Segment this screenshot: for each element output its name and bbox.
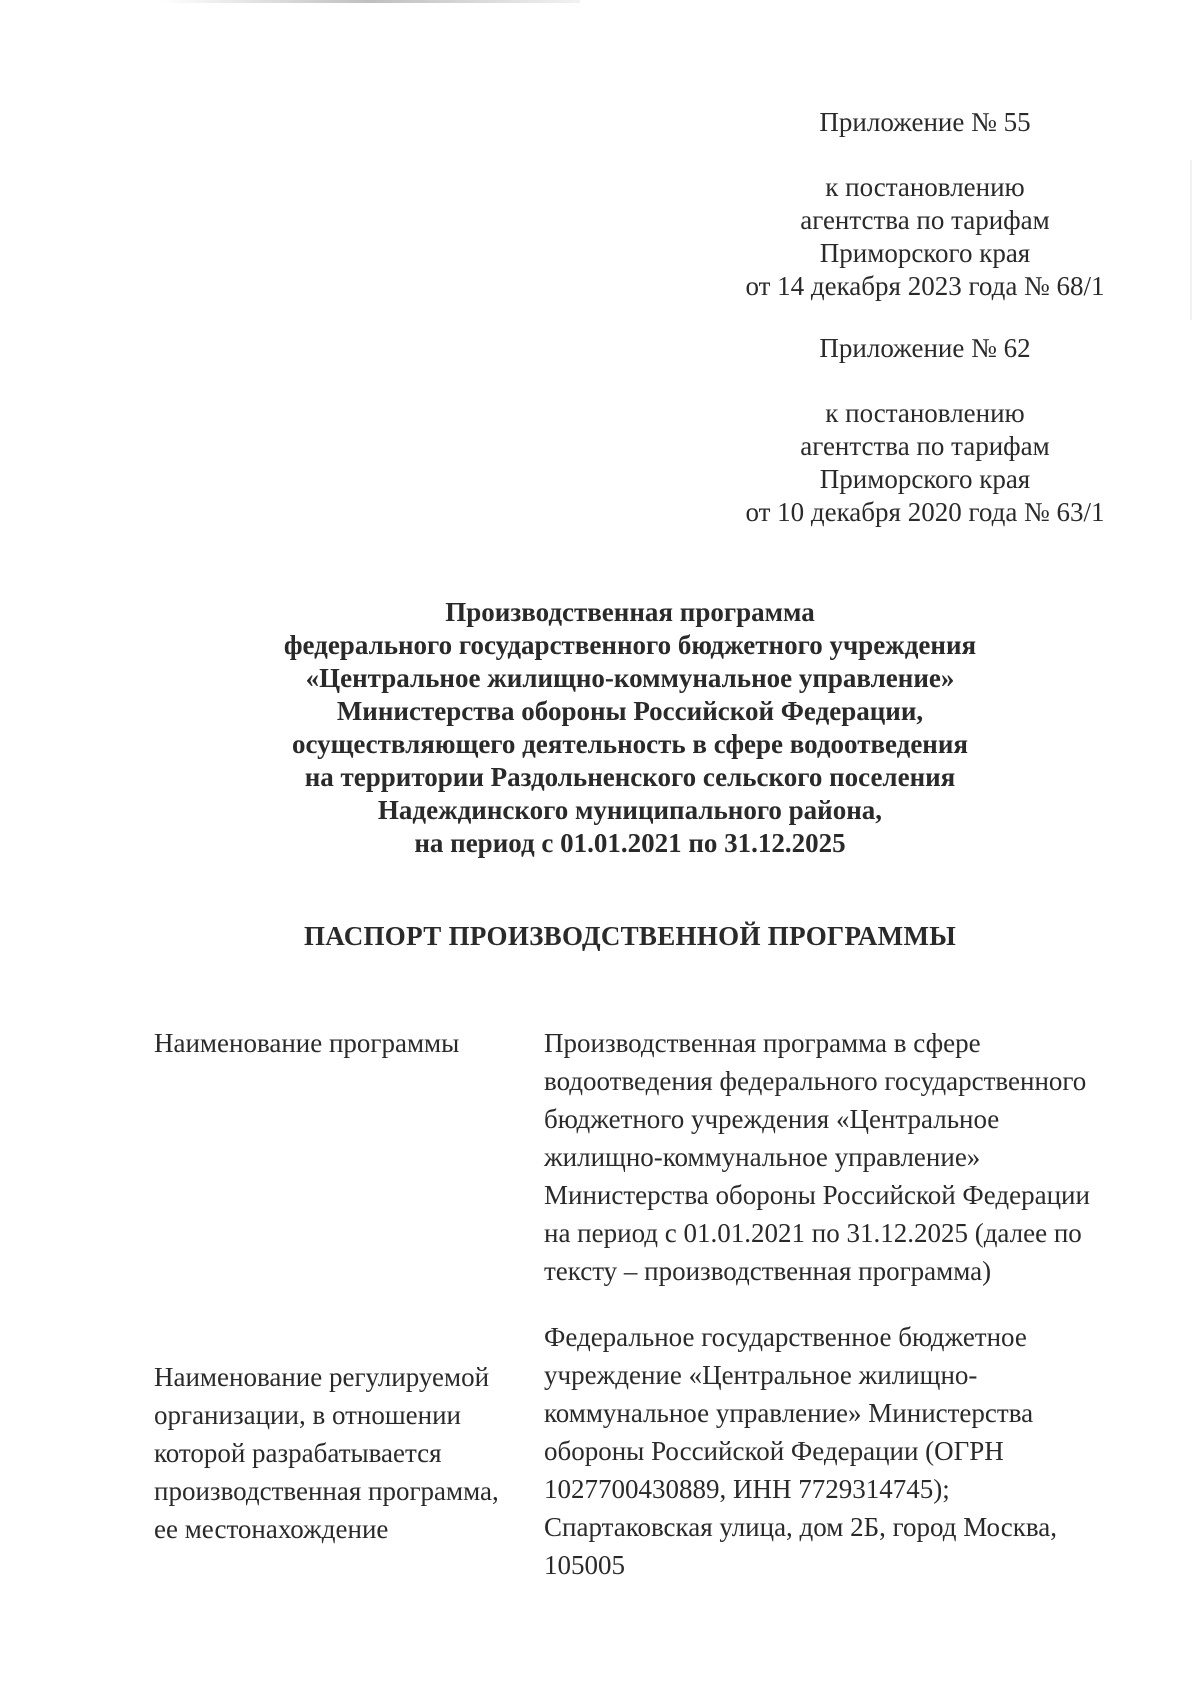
appendix-line: Приморского края [819, 464, 1031, 494]
value-line: водоотведения федерального государственного [544, 1066, 1087, 1096]
value-line: тексту – производственная программа) [544, 1256, 992, 1286]
value-line: коммунальное управление» Министерства [544, 1398, 1034, 1428]
value-line: 105005 [544, 1550, 625, 1580]
appendix-header-current [700, 106, 1150, 303]
program-title-line: Надеждинского муниципального района, [377, 795, 883, 825]
label-line: Наименование программы [154, 1028, 460, 1058]
program-title [160, 596, 1100, 860]
label-line: Наименование регулируемой [154, 1362, 490, 1392]
program-title-line: на период с 01.01.2021 по 31.12.2025 [414, 828, 846, 858]
label-line: которой разрабатывается [154, 1438, 442, 1468]
label-line: организации, в отношении [154, 1400, 461, 1430]
passport-heading: ПАСПОРТ ПРОИЗВОДСТВЕННОЙ ПРОГРАММЫ [303, 921, 957, 951]
value-line: жилищно-коммунальное управление» [544, 1142, 981, 1172]
appendix-line: к постановлению [825, 398, 1025, 428]
scan-edge-artifact [1190, 160, 1192, 320]
program-title-line: федерального государственного бюджетного учреждения [283, 630, 977, 660]
passport-row-value [544, 1024, 1114, 1290]
value-line: Спартаковская улица, дом 2Б, город Москва, [544, 1512, 1057, 1542]
passport-row-label [154, 1024, 509, 1062]
appendix-title: Приложение № 55 [819, 107, 1031, 137]
program-title-line: осуществляющего деятельность в сфере водоотведения [291, 729, 969, 759]
value-line: Производственная программа в сфере [544, 1028, 981, 1058]
appendix-line: к постановлению [825, 172, 1025, 202]
appendix-header-original [700, 332, 1150, 529]
value-line: учреждение «Центральное жилищно- [544, 1360, 978, 1390]
value-line: Министерства обороны Российской Федерации [544, 1180, 1090, 1210]
appendix-line: Приморского края [819, 238, 1031, 268]
value-line: Федеральное государственное бюджетное [544, 1322, 1027, 1352]
value-line: 1027700430889, ИНН 7729314745); [544, 1474, 950, 1504]
value-line: обороны Российской Федерации (ОГРН [544, 1436, 1004, 1466]
program-title-line: Министерства обороны Российской Федерации, [336, 696, 924, 726]
passport-row-value [544, 1318, 1114, 1584]
appendix-date-line: от 14 декабря 2023 года № 68/1 [745, 271, 1105, 301]
appendix-date-line: от 10 декабря 2020 года № 63/1 [745, 497, 1105, 527]
appendix-title: Приложение № 62 [819, 333, 1031, 363]
value-line: бюджетного учреждения «Центральное [544, 1104, 1000, 1134]
appendix-line: агентства по тарифам [800, 431, 1050, 461]
appendix-line: агентства по тарифам [800, 205, 1050, 235]
value-line: на период с 01.01.2021 по 31.12.2025 (далее по [544, 1218, 1082, 1248]
scan-edge-artifact [160, 0, 580, 3]
label-line: ее местонахождение [154, 1514, 389, 1544]
program-title-line: Производственная программа [445, 597, 815, 627]
label-line: производственная программа, [154, 1476, 499, 1506]
program-title-line: «Центральное жилищно-коммунальное управление» [305, 663, 955, 693]
program-title-line: на территории Раздольненского сельского поселения [304, 762, 956, 792]
passport-row-label [154, 1358, 509, 1548]
